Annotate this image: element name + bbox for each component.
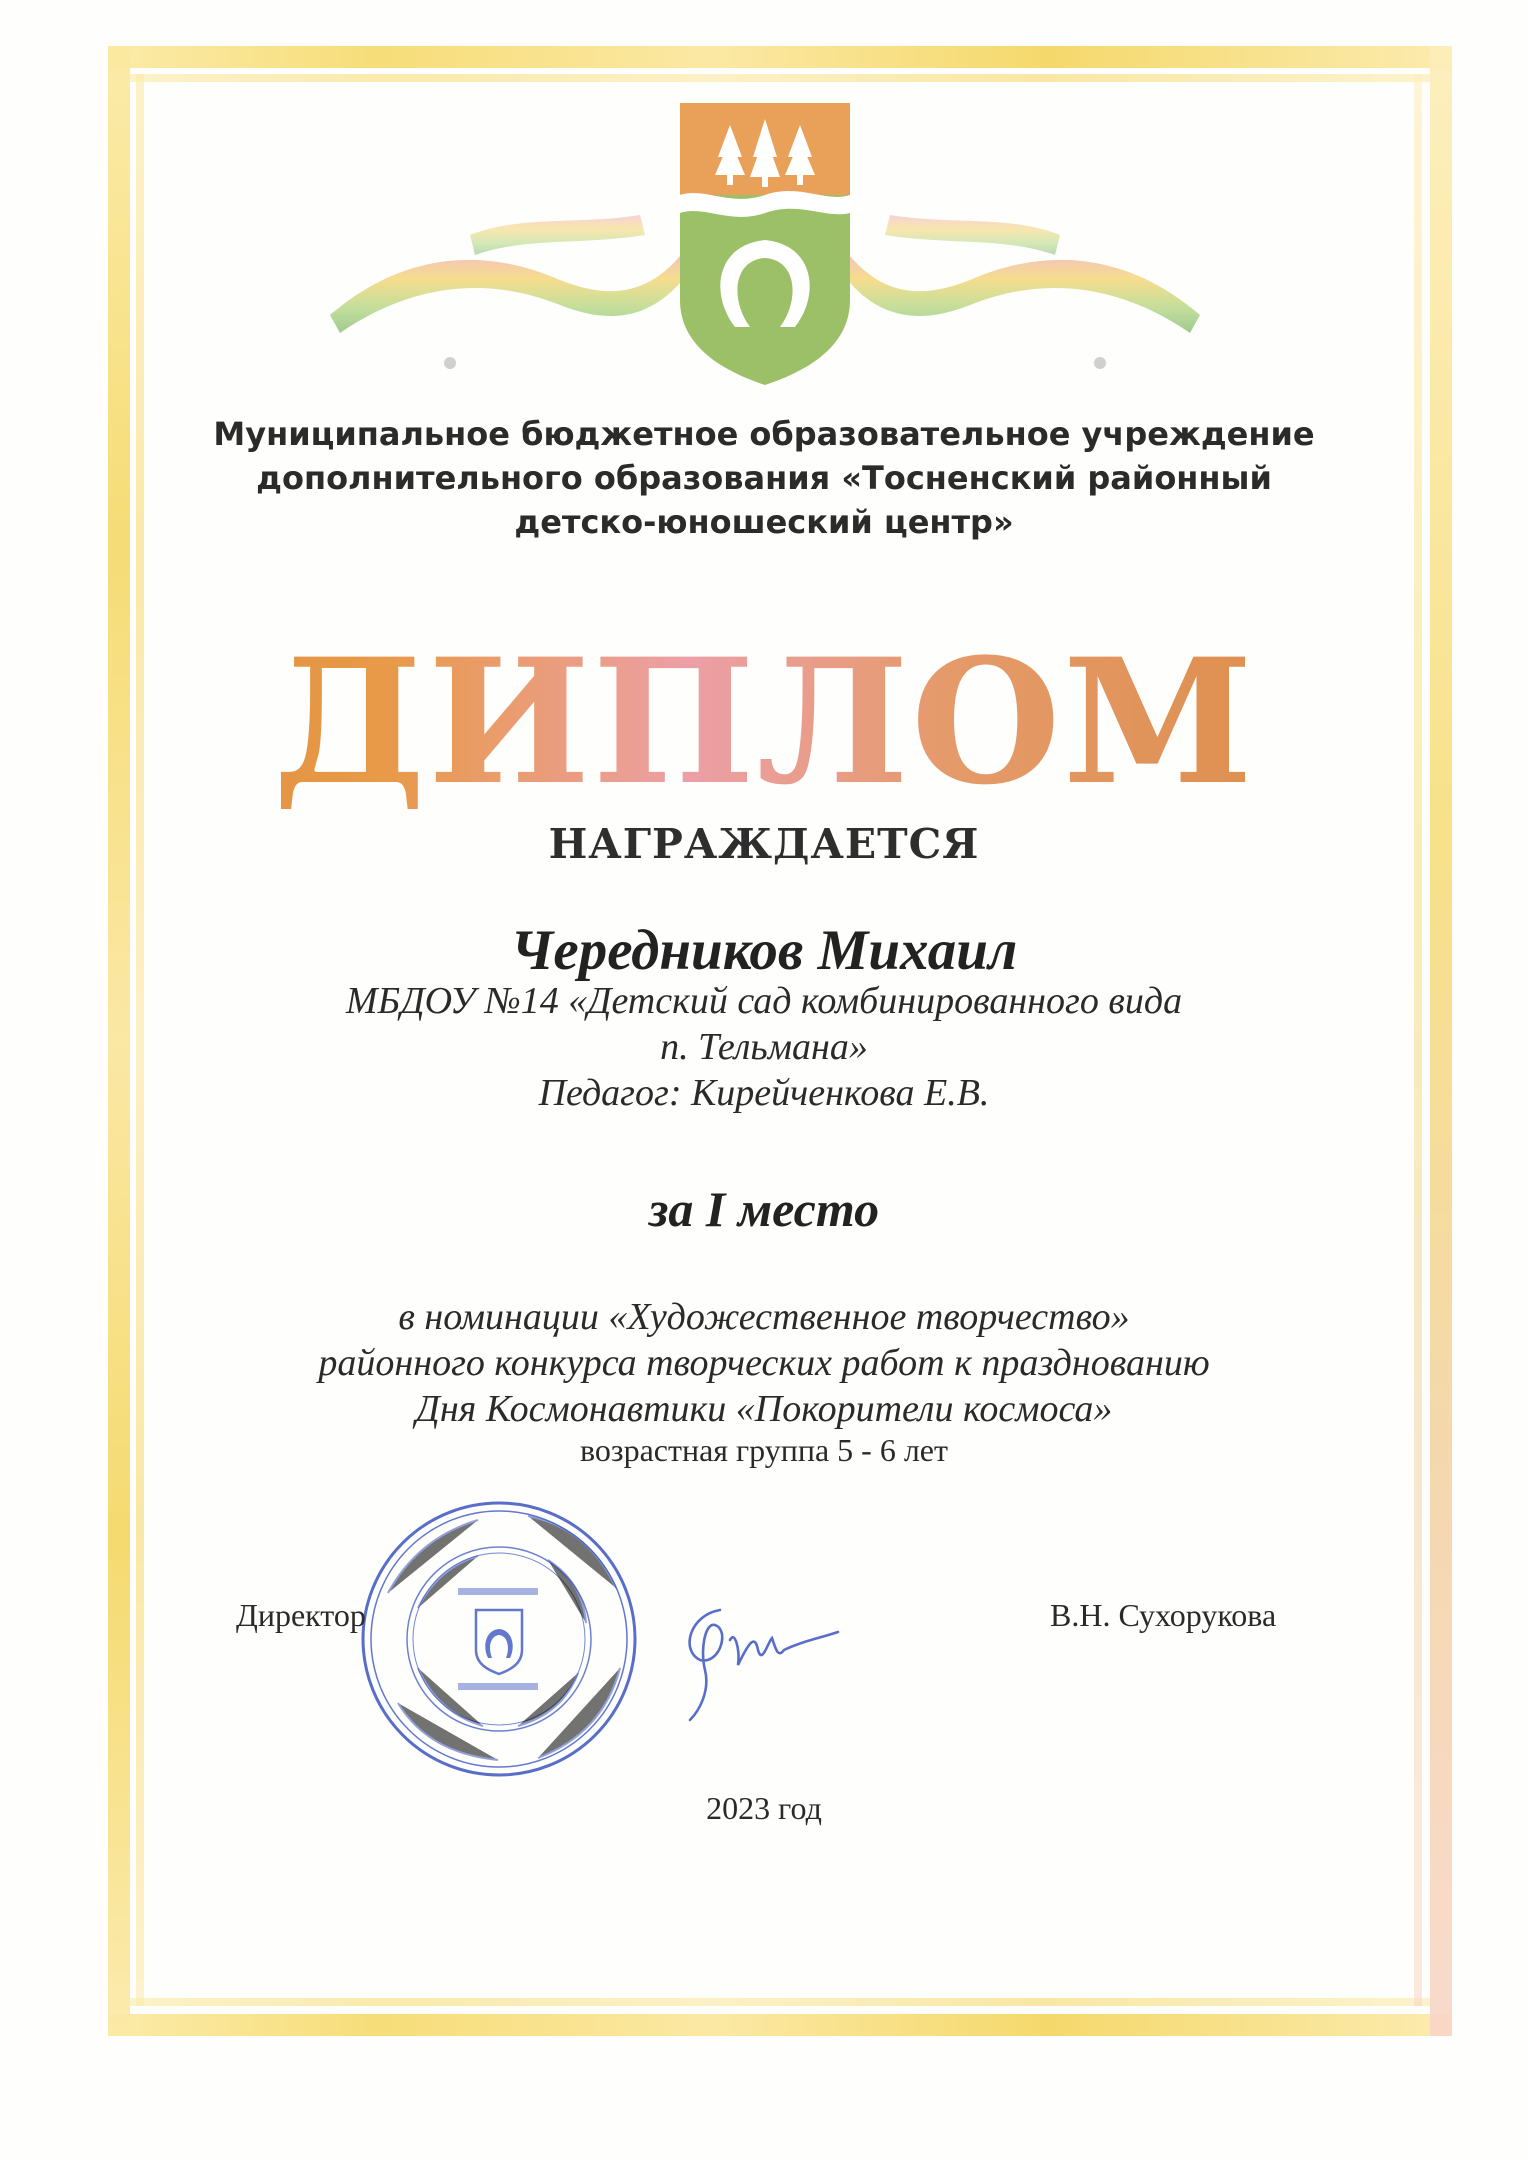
frame-bottom (108, 2014, 1452, 2036)
awarded-heading: НАГРАЖДАЕТСЯ (548, 820, 980, 868)
award-place: за I место (648, 1181, 880, 1237)
frame-top (108, 46, 1452, 68)
year: 2023 год (706, 1790, 822, 1826)
diploma-title: ДИПЛОМ (0, 632, 1528, 812)
official-stamp (358, 1498, 640, 1780)
institution-name (200, 412, 1328, 544)
org-line-2: п. Тельмана» (660, 1026, 868, 1068)
frame-bottom-inner (130, 1998, 1430, 2006)
nomination-line-3: Дня Космонавтики «Покорители космоса» (415, 1388, 1113, 1430)
teacher-line: Педагог: Кирейченкова Е.В. (538, 1072, 990, 1114)
institution-line-3: детско-юношеский центр» (514, 503, 1014, 541)
age-group: возрастная группа 5 - 6 лет (580, 1432, 948, 1468)
director-signature (660, 1580, 840, 1730)
institution-line-2: дополнительного образования «Тосненский районный (256, 459, 1272, 497)
org-line-1: МБДОУ №14 «Детский сад комбинированного вида (345, 980, 1183, 1022)
nomination-block (0, 1294, 1528, 1432)
director-name: В.Н. Сухорукова (1050, 1597, 1277, 1633)
nomination-line-1: в номинации «Художественное творчество» (398, 1296, 1130, 1338)
recipient-organization (0, 978, 1528, 1116)
recipient-name: Чередников Михаил (510, 919, 1018, 982)
director-title: Директор (236, 1597, 366, 1633)
nomination-line-2: районного конкурса творческих работ к празднованию (318, 1342, 1210, 1384)
coat-of-arms-emblem (310, 95, 1220, 395)
institution-line-1: Муниципальное бюджетное образовательное учреждение (213, 415, 1315, 453)
frame-top-inner (130, 74, 1430, 82)
